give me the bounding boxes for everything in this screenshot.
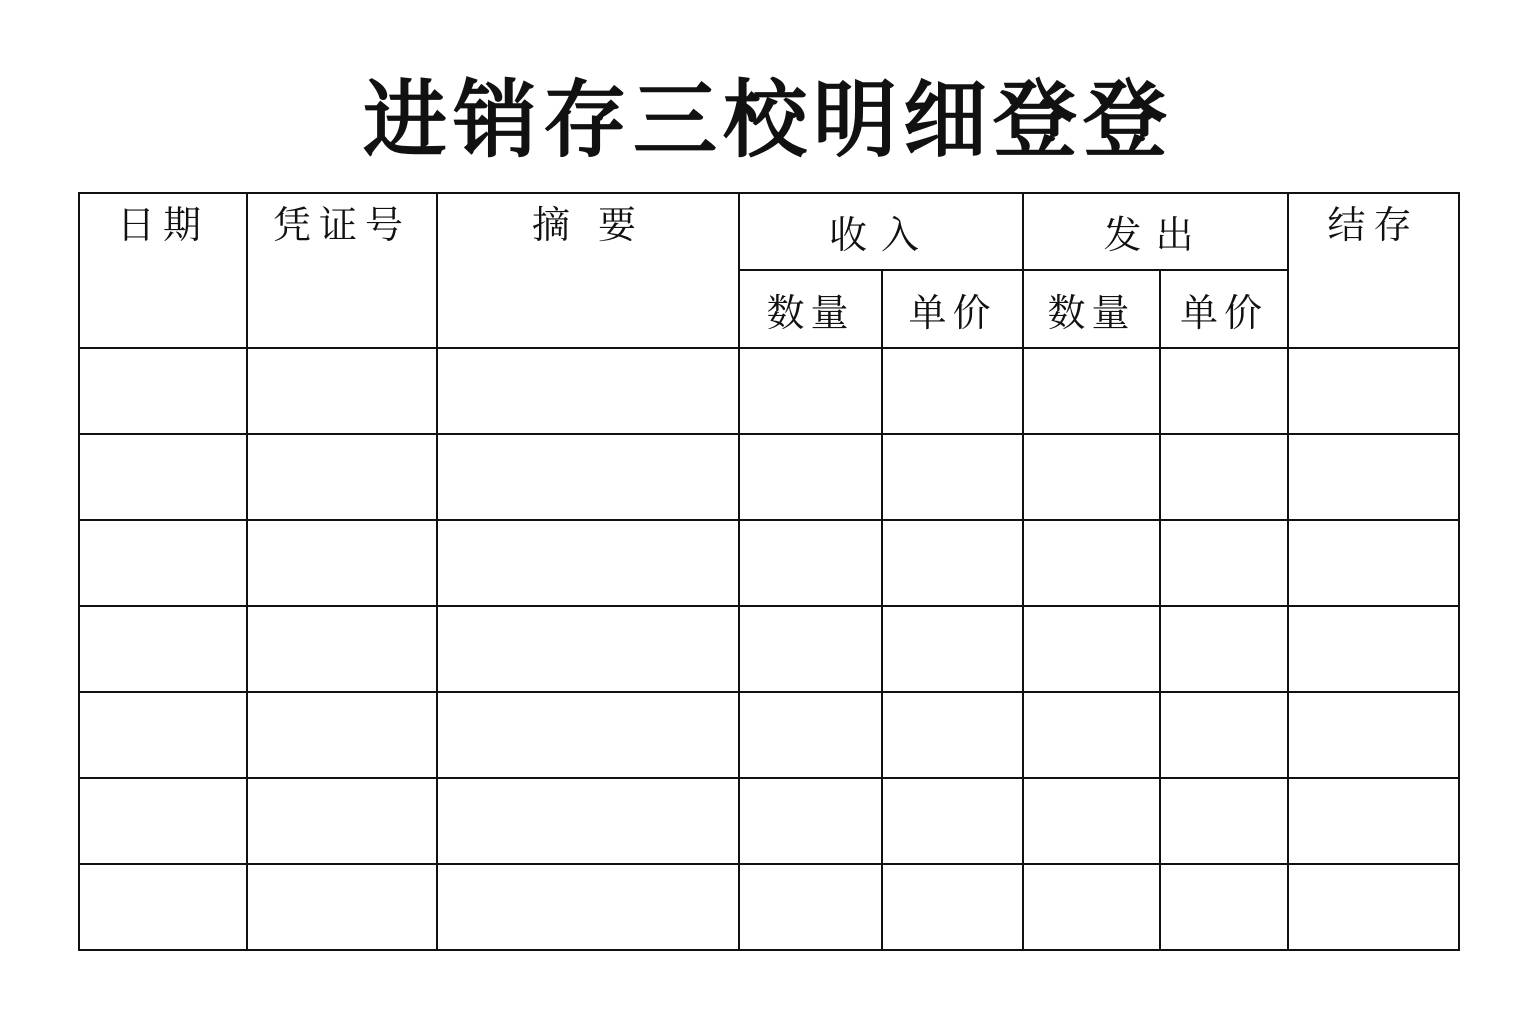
header-date: 日期 (79, 193, 247, 348)
table-cell[interactable] (1288, 692, 1459, 778)
table-cell[interactable] (739, 520, 882, 606)
table-row (79, 520, 1459, 606)
table-cell[interactable] (882, 434, 1023, 520)
header-outgo: 发出 (1023, 193, 1288, 270)
table-cell[interactable] (1288, 434, 1459, 520)
inventory-ledger-table (78, 192, 1460, 951)
table-cell[interactable] (247, 864, 437, 950)
table-cell[interactable] (1160, 864, 1288, 950)
table-cell[interactable] (739, 778, 882, 864)
table-cell[interactable] (247, 348, 437, 434)
header-balance: 结存 (1288, 193, 1459, 348)
table-cell[interactable] (882, 520, 1023, 606)
table-cell[interactable] (1288, 778, 1459, 864)
table-cell[interactable] (882, 864, 1023, 950)
table-cell[interactable] (437, 864, 739, 950)
table-cell[interactable] (882, 692, 1023, 778)
table-row (79, 864, 1459, 950)
table-cell[interactable] (437, 348, 739, 434)
table-cell[interactable] (1288, 606, 1459, 692)
table-cell[interactable] (247, 692, 437, 778)
table-cell[interactable] (1023, 778, 1160, 864)
table-cell[interactable] (1023, 864, 1160, 950)
header-voucher-no: 凭证号 (247, 193, 437, 348)
table-cell[interactable] (1160, 434, 1288, 520)
table-cell[interactable] (79, 692, 247, 778)
table-cell[interactable] (1160, 348, 1288, 434)
table-cell[interactable] (1288, 864, 1459, 950)
table-cell[interactable] (882, 606, 1023, 692)
table-cell[interactable] (79, 348, 247, 434)
header-income-quantity: 数量 (739, 270, 882, 348)
table-cell[interactable] (1288, 348, 1459, 434)
table-cell[interactable] (739, 606, 882, 692)
table-cell[interactable] (79, 778, 247, 864)
table-cell[interactable] (1023, 348, 1160, 434)
table-cell[interactable] (739, 348, 882, 434)
ledger-body (79, 348, 1459, 950)
table-cell[interactable] (247, 778, 437, 864)
header-outgo-unit-price: 单价 (1160, 270, 1288, 348)
table-cell[interactable] (739, 434, 882, 520)
table-cell[interactable] (247, 606, 437, 692)
table-cell[interactable] (437, 606, 739, 692)
header-income-unit-price: 单价 (882, 270, 1023, 348)
table-cell[interactable] (1288, 520, 1459, 606)
table-row (79, 434, 1459, 520)
table-cell[interactable] (882, 778, 1023, 864)
table-cell[interactable] (247, 434, 437, 520)
header-row-1 (79, 193, 1459, 270)
header-outgo-quantity: 数量 (1023, 270, 1160, 348)
table-cell[interactable] (882, 348, 1023, 434)
table-cell[interactable] (437, 520, 739, 606)
table-row (79, 348, 1459, 434)
table-cell[interactable] (437, 434, 739, 520)
table-row (79, 778, 1459, 864)
table-cell[interactable] (1160, 520, 1288, 606)
table-cell[interactable] (739, 692, 882, 778)
table-cell[interactable] (437, 778, 739, 864)
table-cell[interactable] (79, 434, 247, 520)
table-cell[interactable] (739, 864, 882, 950)
table-cell[interactable] (1160, 606, 1288, 692)
table-row (79, 606, 1459, 692)
table-row (79, 692, 1459, 778)
header-summary: 摘 要 (437, 193, 739, 348)
table-cell[interactable] (1160, 692, 1288, 778)
table-cell[interactable] (1023, 434, 1160, 520)
table-cell[interactable] (79, 864, 247, 950)
table-cell[interactable] (79, 520, 247, 606)
table-cell[interactable] (247, 520, 437, 606)
table-cell[interactable] (1023, 520, 1160, 606)
table-cell[interactable] (437, 692, 739, 778)
table-cell[interactable] (1160, 778, 1288, 864)
table-cell[interactable] (79, 606, 247, 692)
table-cell[interactable] (1023, 606, 1160, 692)
document-title: 进销存三校明细登登 (362, 71, 1173, 169)
header-income: 收入 (739, 193, 1023, 270)
table-cell[interactable] (1023, 692, 1160, 778)
